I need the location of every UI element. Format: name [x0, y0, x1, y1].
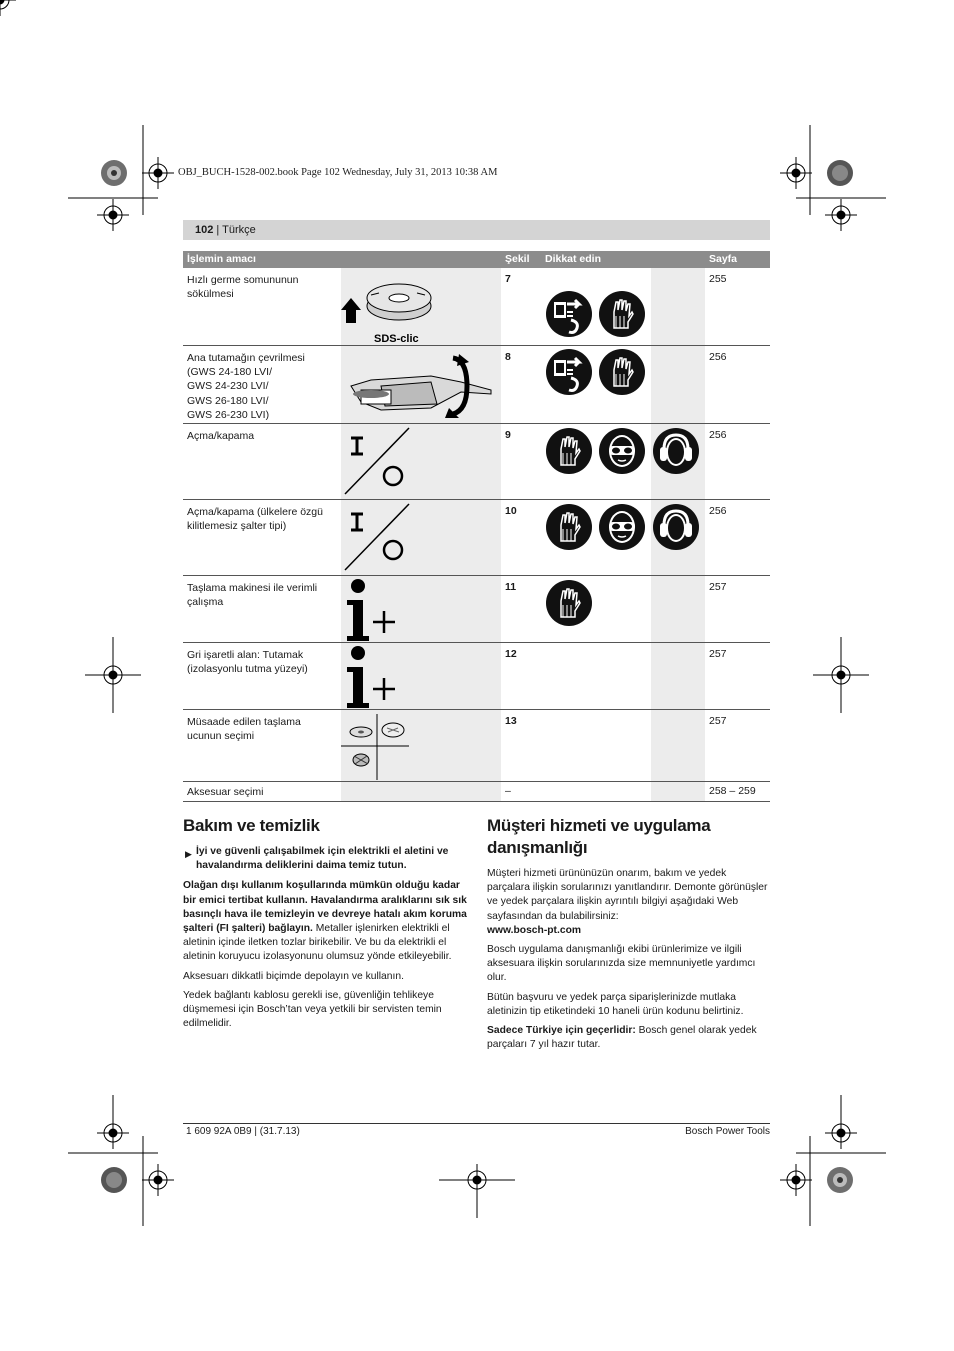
row-purpose: Ana tutamağın çevrilmesi (GWS 24-180 LVI/ GWS 24-230 LVI/ GWS 26-180 LVI/ GWS 26-230 LVI)	[187, 352, 305, 421]
row-page: 256	[709, 505, 727, 517]
maintenance-bullet: ▶ İyi ve güvenli çalışabilmek için elektrikli el aletini ve havalandırma deliklerini daima temiz tutun.	[185, 846, 449, 872]
header-figure: Şekil	[505, 253, 530, 265]
row-purpose: Açma/kapama (ülkelere özgü kilitlemesiz şalter tipi)	[187, 506, 323, 533]
row-page: 257	[709, 715, 727, 727]
page-header	[183, 220, 770, 240]
row-purpose: Taşlama makinesi ile verimli çalışma	[187, 582, 318, 609]
row-purpose: Gri işaretli alan: Tutamak (izolasyonlu tutma yüzeyi)	[187, 649, 308, 676]
table-row	[183, 346, 770, 424]
table-header	[183, 251, 770, 268]
footer-divider	[183, 1123, 770, 1124]
row-page: 255	[709, 273, 727, 285]
table-row	[183, 710, 770, 782]
row-purpose: Müsaade edilen taşlama ucunun seçimi	[187, 716, 301, 743]
service-paragraph: Müşteri hizmeti ürününüzün onarım, bakım ve yedek parçalara ilişkin sorularınızı yanıtlandırır. Demonte görünüşler ve yedek parçalara ilişkin ayrıntılı bilgiyi aşağıdaki Web sayfasından da bulabilirsiniz:	[487, 868, 768, 922]
service-section	[487, 815, 771, 1057]
maintenance-title: Bakım ve temizlik	[183, 816, 320, 835]
ear-protection-sign-icon	[652, 427, 700, 475]
row-figure: 7	[505, 273, 511, 285]
gloves-sign-icon	[545, 503, 593, 551]
info-plus-icon	[341, 576, 499, 642]
quick-nut-illustration	[341, 268, 499, 345]
gloves-sign-icon	[545, 427, 593, 475]
unplug-sign-icon	[545, 348, 593, 396]
row-purpose: Açma/kapama	[187, 430, 255, 442]
row-purpose: Hızlı germe somununun sökülmesi	[187, 274, 299, 301]
row-figure: 13	[505, 715, 517, 727]
header-purpose: İşlemin amacı	[187, 253, 256, 265]
service-url-link[interactable]: www.bosch-pt.com	[487, 924, 582, 936]
bullet-triangle-icon: ▶	[185, 849, 192, 859]
gloves-sign-icon	[545, 579, 593, 627]
row-page: 258 – 259	[709, 785, 756, 797]
file-header: OBJ_BUCH-1528-002.book Page 102 Wednesday, July 31, 2013 10:38 AM	[178, 167, 498, 178]
page-number: 102	[195, 224, 214, 236]
footer-doc-number: 1 609 92A 0B9 | (31.7.13)	[186, 1126, 300, 1137]
row-figure: 11	[505, 581, 517, 593]
ear-protection-sign-icon	[652, 503, 700, 551]
grinding-tools-illustration	[341, 710, 499, 781]
service-paragraph: Bosch uygulama danışmanlığı ekibi ürünlerimize ve ilgili aksesuara ilişkin sorularınızda size memnuniyetle yardımcı olur.	[487, 944, 756, 984]
table-row	[183, 268, 770, 346]
table-row	[183, 782, 770, 802]
table-row	[183, 500, 770, 576]
grinder-handle-illustration	[341, 346, 499, 423]
header-separator: |	[213, 224, 223, 236]
gloves-sign-icon	[598, 348, 646, 396]
on-off-symbol	[341, 500, 499, 575]
table-row	[183, 643, 770, 710]
maintenance-paragraph: Aksesuarı dikkatli biçimde depolayın ve kullanın.	[183, 970, 404, 982]
goggles-sign-icon	[598, 503, 646, 551]
row-page: 256	[709, 351, 727, 363]
maintenance-section	[183, 815, 467, 1036]
footer-brand: Bosch Power Tools	[685, 1126, 770, 1137]
row-figure: 12	[505, 648, 517, 660]
table-row	[183, 424, 770, 500]
goggles-sign-icon	[598, 427, 646, 475]
row-figure: 8	[505, 351, 511, 363]
info-plus-icon	[341, 643, 499, 709]
row-figure: 10	[505, 505, 517, 517]
row-page: 257	[709, 648, 727, 660]
header-page: Sayfa	[709, 253, 738, 265]
on-off-symbol	[341, 424, 499, 499]
maintenance-paragraph: Yedek bağlantı kablosu gerekli ise, güvenliğin tehlikeye düşmemesi için Bosch’tan veya yetkili bir servisten temin edilmelidir.	[183, 989, 442, 1030]
maintenance-paragraph: Olağan dışı kullanım koşullarında mümkün olduğu kadar bir emici tertibat kullanın. Havalandırma aralıklarını sık sık basınçlı hava ile temizleyin ve devreye hatalı akım koruma şalteri (FI şalteri) bağlayın. Metaller işlenirken elektrikli el aletinin içinde iletken tozlar birikebilir. Ve bu da elektrikli el aletinin koruyucu izolasyonunu olumsuz yönde etkileyebilir.	[183, 880, 467, 963]
row-page: 256	[709, 429, 727, 441]
header-language: Türkçe	[222, 224, 256, 236]
unplug-sign-icon	[545, 290, 593, 338]
service-paragraph: Bütün başvuru ve yedek parça siparişlerinizde mutlaka aletinizin tip etiketindeki 10 haneli ürün kodunu belirtiniz.	[487, 991, 744, 1017]
table-row	[183, 576, 770, 643]
row-figure: 9	[505, 429, 511, 441]
service-title: Müşteri hizmeti ve uygulama danışmanlığı	[487, 816, 711, 857]
operations-table	[183, 251, 770, 802]
row-page: 257	[709, 581, 727, 593]
header-attention: Dikkat edin	[545, 253, 602, 265]
gloves-sign-icon	[598, 290, 646, 338]
sds-clic-label: SDS-clic	[374, 333, 419, 345]
service-paragraph: Sadece Türkiye için geçerlidir: Bosch genel olarak yedek parçaları 7 yıl hazır tutar.	[487, 1025, 757, 1051]
row-purpose: Aksesuar seçimi	[187, 786, 264, 798]
row-figure: –	[505, 785, 511, 797]
